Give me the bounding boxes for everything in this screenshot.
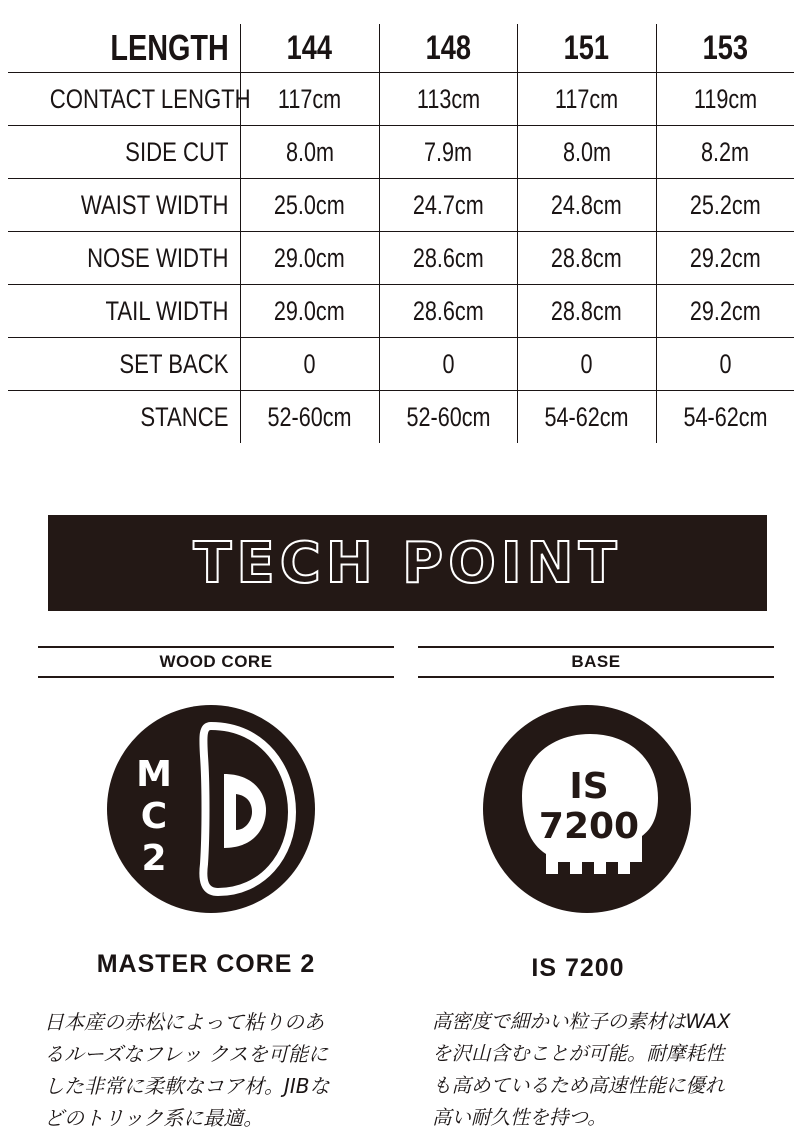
desc-line: 高い耐久性を持つ。 — [432, 1106, 607, 1129]
spec-row-stance — [8, 391, 794, 443]
spec-cell: 28.6cm — [379, 285, 518, 337]
spec-cell: 29.2cm — [656, 232, 795, 284]
desc-line: を沢山含むことが可能。耐摩耗性 — [432, 1042, 725, 1065]
badge-letter-2: 2 — [141, 838, 167, 879]
spec-cell: 7.9m — [379, 126, 518, 178]
spec-cell: 0 — [379, 338, 518, 390]
spec-cell: 29.2cm — [656, 285, 795, 337]
spec-cell: 113cm — [379, 73, 518, 125]
spec-cell: 52-60cm — [379, 391, 518, 443]
size-144: 144 — [240, 24, 379, 72]
badge-letter-c: C — [140, 796, 168, 837]
size-153: 153 — [656, 24, 795, 72]
wood-core-name: MASTER CORE 2 — [96, 950, 316, 978]
badge-line-7200: 7200 — [538, 806, 640, 847]
spec-cell: 24.7cm — [379, 179, 518, 231]
row-label: CONTACT LENGTH — [49, 83, 251, 114]
spec-row-set-back — [8, 338, 794, 391]
spec-cell: 29.0cm — [240, 285, 379, 337]
spec-cell: 8.0m — [517, 126, 656, 178]
spec-cell: 28.8cm — [517, 232, 656, 284]
spec-row-nose-width — [8, 232, 794, 285]
spec-row-contact-length — [8, 73, 794, 126]
badge-letter-m: M — [136, 754, 172, 795]
base-section — [418, 646, 774, 1129]
row-label: STANCE — [140, 401, 229, 432]
spec-cell: 8.2m — [656, 126, 795, 178]
spec-cell: 8.0m — [240, 126, 379, 178]
desc-line: 日本産の赤松によって粘りのあ — [44, 1010, 324, 1034]
length-label: LENGTH — [110, 27, 229, 68]
spec-cell: 25.2cm — [656, 179, 795, 231]
row-label: SIDE CUT — [125, 136, 229, 167]
base-name: IS 7200 — [531, 954, 625, 982]
spec-cell: 28.6cm — [379, 232, 518, 284]
wood-core-heading: WOOD CORE — [38, 646, 394, 678]
spec-cell: 25.0cm — [240, 179, 379, 231]
master-core-2-icon — [106, 704, 316, 914]
desc-line: るルーズなフレッ クスを可能に — [44, 1042, 329, 1066]
row-label: NOSE WIDTH — [87, 242, 229, 273]
size-148: 148 — [379, 24, 518, 72]
spec-cell: 52-60cm — [240, 391, 379, 443]
base-description — [432, 1006, 782, 1134]
spec-row-waist-width — [8, 179, 794, 232]
spec-cell: 54-62cm — [517, 391, 656, 443]
desc-line: どのトリック系に最適。 — [44, 1106, 264, 1130]
size-151: 151 — [517, 24, 656, 72]
spec-cell: 0 — [656, 338, 795, 390]
is-7200-skull-icon — [482, 704, 692, 914]
spec-cell: 28.8cm — [517, 285, 656, 337]
spec-header-row — [8, 24, 794, 73]
spec-cell: 29.0cm — [240, 232, 379, 284]
spec-cell: 117cm — [240, 73, 379, 125]
desc-line: 高密度で細かい粒子の素材はWAX — [432, 1010, 731, 1033]
spec-cell: 0 — [240, 338, 379, 390]
row-label: SET BACK — [119, 348, 229, 379]
spec-cell: 119cm — [656, 73, 795, 125]
wood-core-description — [44, 1006, 394, 1134]
spec-row-side-cut — [8, 126, 794, 179]
spec-cell: 0 — [517, 338, 656, 390]
row-label: WAIST WIDTH — [80, 189, 229, 220]
spec-cell: 54-62cm — [656, 391, 795, 443]
spec-row-tail-width — [8, 285, 794, 338]
tech-point-title: TECH POINT — [193, 530, 622, 596]
badge-line-is: IS — [569, 766, 609, 807]
spec-cell: 117cm — [517, 73, 656, 125]
desc-line: した非常に柔軟なコア材。JIBな — [44, 1074, 330, 1098]
spec-table — [8, 24, 794, 443]
desc-line: も高めているため高速性能に優れ — [432, 1074, 725, 1097]
base-heading: BASE — [418, 646, 774, 678]
row-label: TAIL WIDTH — [105, 295, 229, 326]
tech-point-banner — [48, 515, 767, 611]
spec-cell: 24.8cm — [517, 179, 656, 231]
wood-core-section — [38, 646, 394, 1130]
